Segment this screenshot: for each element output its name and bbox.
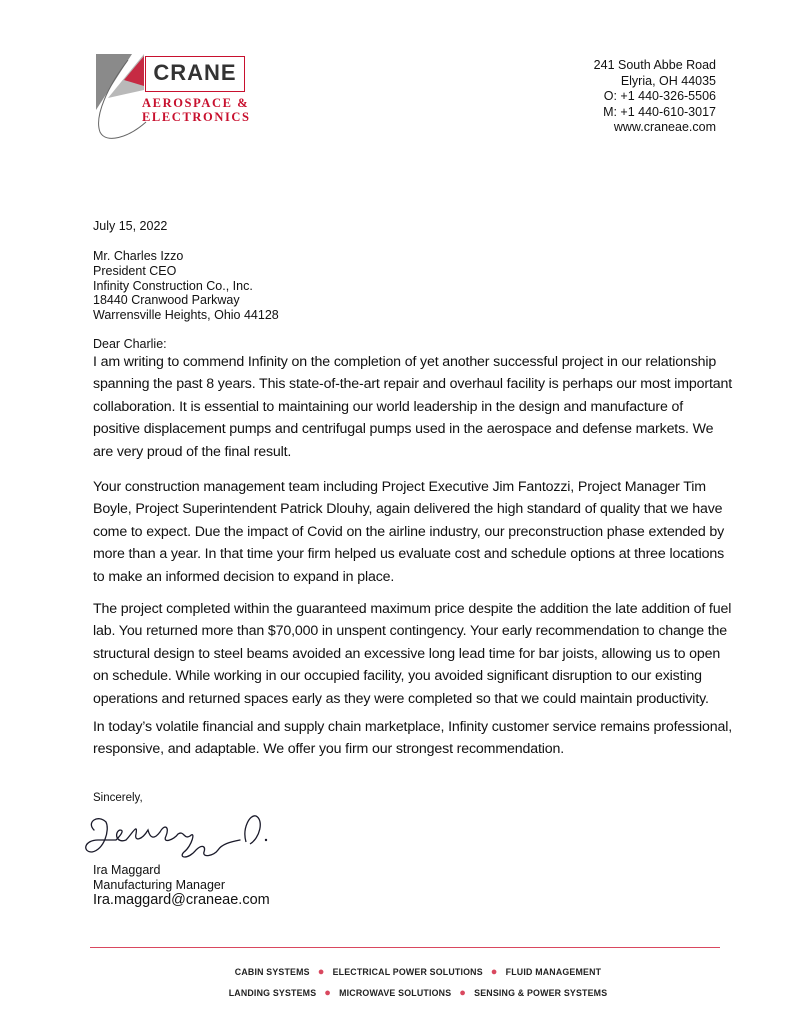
footer-item: SENSING & POWER SYSTEMS [474,988,608,998]
footer-row-1 [0,966,791,978]
address-street: 241 South Abbe Road [593,58,716,72]
closing: Sincerely, [93,792,143,804]
footer-divider [90,947,720,948]
sender-address [594,58,716,136]
crane-logo [88,46,268,146]
footer-item: FLUID MANAGEMENT [505,967,602,977]
recipient-street: 18440 Cranwood Parkway [93,293,240,308]
signer-name: Ira Maggard [93,863,161,877]
handwritten-signature [80,800,280,870]
recipient-title: President CEO [93,263,177,278]
letter-date: July 15, 2022 [93,219,168,233]
address-mobile-phone: M: +1 440-610-3017 [603,104,716,119]
logo-subtitle-line1: AEROSPACE & [142,96,250,110]
address-city: Elyria, OH 44035 [620,73,716,88]
recipient-city: Warrensville Heights, Ohio 44128 [93,308,279,323]
footer-item: CABIN SYSTEMS [234,967,310,977]
bullet-icon: ● [490,966,498,978]
bullet-icon: ● [459,987,467,999]
address-office-phone: O: +1 440-326-5506 [603,89,716,104]
logo-wordmark-box [145,56,245,92]
footer-item: ELECTRICAL POWER SOLUTIONS [332,967,483,977]
paragraph-4: In today’s volatile financial and supply chain marketplace, Infinity customer service remains professional, responsive, and adaptable. We offer you firm our strongest recommendation. [93,719,733,758]
logo-subtitle-line2: ELECTRONICS [142,110,251,124]
bullet-icon: ● [317,966,325,978]
recipient-name: Mr. Charles Izzo [93,249,184,263]
signer-email: Ira.maggard@craneae.com [93,892,270,908]
paragraph-2: Your construction management team including Project Executive Jim Fantozzi, Project Manager Tim Boyle, Project Superintendent Patrick Dlouhy, again delivered the high standard of quality that we have come to expect. Due the impact of Covid on the airline industry, our preconstruction phase extended by more than a year. In that time your firm helped us evaluate cost and schedule options at three locations to make an informed decision to expand in place. [93,479,725,585]
signer-title: Manufacturing Manager [93,877,226,892]
footer-row-2 [0,987,791,999]
logo-wordmark: CRANE [153,60,237,85]
address-website: www.craneae.com [613,120,716,135]
footer-item: LANDING SYSTEMS [228,988,317,998]
paragraph-3: The project completed within the guaranteed maximum price despite the addition the late addition of fuel lab. You returned more than $70,000 in unspent contingency. Your early recommendation to change the structural design to steel beams avoided an excessive long lead time for bar joists, allowing us to open on schedule. While working in our occupied facility, you avoided significant disruption to our existing operations and returned spaces early as they were completed so that we could maintain productivity. [93,601,732,707]
signer-block [93,863,270,909]
recipient-block [93,249,279,323]
recipient-company: Infinity Construction Co., Inc. [93,278,253,293]
footer-item: MICROWAVE SOLUTIONS [339,988,452,998]
bullet-icon: ● [324,987,332,999]
salutation: Dear Charlie: [93,337,167,351]
paragraph-1: I am writing to commend Infinity on the completion of yet another successful project in our relationship spanning the past 8 years. This state-of-the-art repair and overhaul facility is perhaps our most important collaboration. It is essential to maintaining our world leadership in the design and manufacture of positive displacement pumps and centrifugal pumps used in the aerospace and defense markets. We are very proud of the final result. [93,354,733,460]
